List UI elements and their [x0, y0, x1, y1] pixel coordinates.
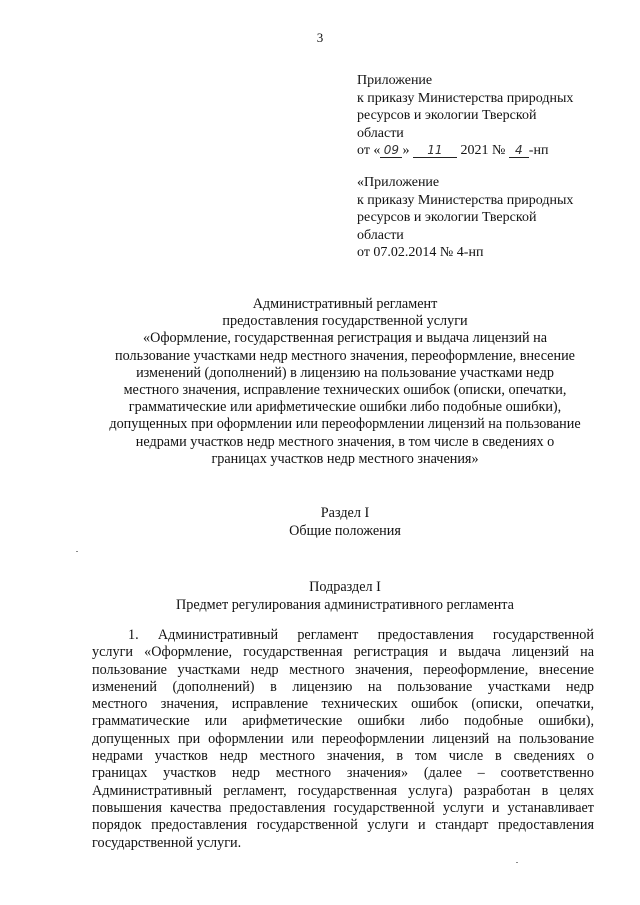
appendix-date-line — [357, 142, 617, 160]
appendix-ministry-line: ресурсов и экологии Тверской — [357, 108, 537, 123]
title-line: недрами участков недр местного значения, в том числе в сведениях о — [135, 433, 555, 450]
appendix-heading: Приложение — [357, 73, 433, 88]
title-line: изменений (дополнений) в лицензию на пользование участками недр — [136, 364, 554, 381]
original-date-line: от 07.02.2014 № 4-нп — [357, 245, 484, 260]
subsection-name: Предмет регулирования административного регламента — [176, 597, 514, 613]
handwritten-month: 11 — [413, 143, 457, 158]
title-line: пользование участками недр местного значения, переоформление, внесение — [115, 347, 575, 364]
appendix-order-line: к приказу Министерства природных — [357, 90, 574, 106]
paragraph-line: местного значения, исправление технических ошибок (описки, опечатки, — [92, 696, 594, 713]
original-appendix-heading: «Приложение — [357, 175, 440, 190]
paragraph-line: допущенных при оформлении или переоформлении лицензий на пользование — [92, 730, 594, 747]
section-name: Общие положения — [289, 523, 401, 539]
paragraph-1 — [92, 627, 594, 852]
handwritten-day: 09 — [380, 143, 402, 158]
appendix-region-line: области — [357, 125, 404, 141]
number-suffix: -нп — [528, 143, 549, 158]
paragraph-line: изменений (дополнений) в лицензию на пользование участками недр — [92, 678, 594, 695]
subsection-number: Подраздел I — [309, 579, 381, 595]
title-line: местного значения, исправление технических ошибок (описки, опечатки, — [123, 382, 567, 399]
title-line: допущенных при оформлении или переоформлении лицензий на пользование — [109, 416, 581, 433]
paragraph-line: недрами участков недр местного значения, в том числе в сведениях о — [92, 748, 594, 765]
title-line: границах участков недр местного значения» — [211, 450, 479, 467]
scan-speck — [516, 862, 518, 863]
section-heading — [80, 504, 610, 540]
title-line: Административный регламент — [252, 296, 438, 312]
handwritten-number: 4 — [509, 143, 529, 158]
original-order-line: к приказу Министерства природных — [357, 192, 574, 208]
appendix-original-order — [357, 174, 617, 262]
subsection-heading — [80, 578, 610, 614]
title-line: «Оформление, государственная регистрация и выдача лицензий на — [142, 330, 548, 347]
paragraph-line: порядок предоставления государственной услуги и стандарт предоставления — [92, 817, 594, 834]
regulation-title — [80, 296, 610, 468]
paragraph-line: государственной услуги. — [92, 834, 242, 851]
appendix-current-order — [357, 72, 617, 160]
section-number: Раздел I — [320, 505, 370, 521]
scan-speck — [76, 551, 78, 552]
title-line: предоставления государственной услуги — [222, 313, 468, 330]
paragraph-line: пользование участками недр местного значения, переоформление, внесение — [92, 661, 594, 678]
original-region-line: области — [357, 227, 404, 243]
page-number: 3 — [316, 30, 324, 45]
date-quote-close: » — [402, 143, 410, 158]
paragraph-line: границах участков недр местного значения» (далее – соответственно — [92, 765, 594, 782]
title-line: грамматические или арифметические ошибки либо подобные ошибки), — [128, 399, 562, 416]
date-year-label: 2021 № — [460, 143, 506, 158]
original-ministry-line: ресурсов и экологии Тверской — [357, 210, 537, 225]
date-prefix: от « — [357, 143, 381, 158]
paragraph-line: Административный регламент, государственная услуга) разработан в целях — [92, 782, 594, 799]
paragraph-line: услуги «Оформление, государственная регистрация и выдача лицензий на — [92, 644, 594, 661]
paragraph-line: 1. Административный регламент предоставления государственной — [128, 627, 594, 643]
paragraph-line: грамматические или арифметические ошибки либо подобные ошибки), — [92, 713, 594, 730]
paragraph-line: повышения качества предоставления государственной услуги и устанавливает — [92, 799, 594, 816]
